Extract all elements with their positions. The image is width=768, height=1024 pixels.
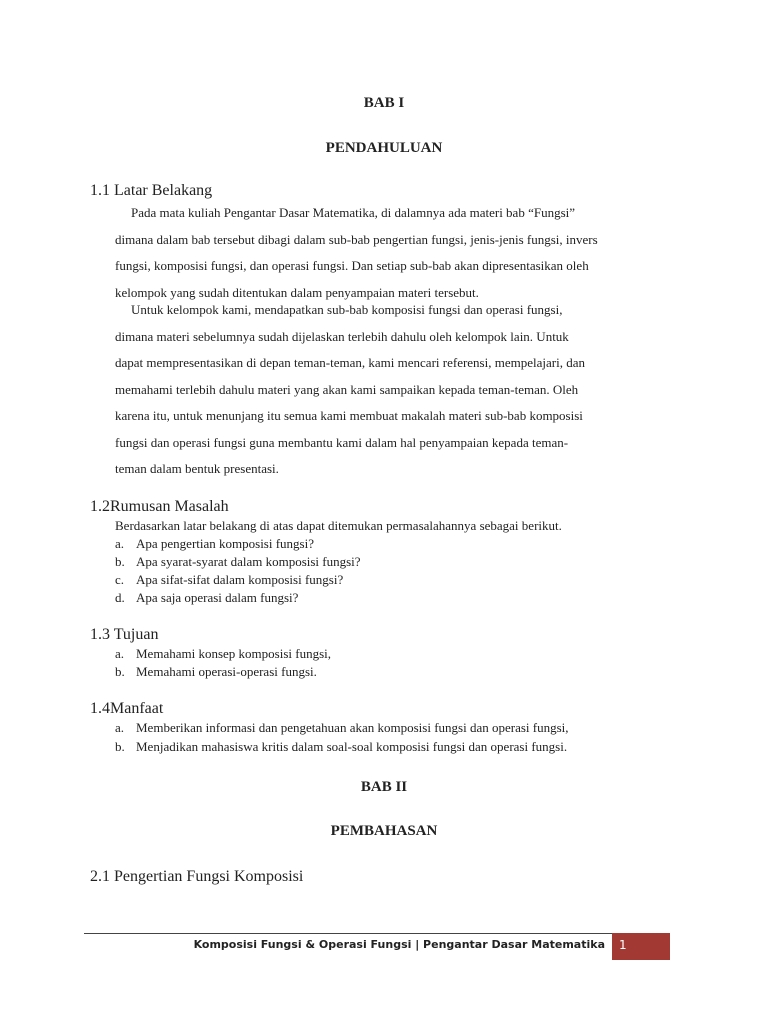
chapter-subtitle: PENDAHULUAN (325, 140, 443, 156)
chapter-title: BAB I (363, 95, 405, 111)
list-item: Apa saja operasi dalam fungsi? (136, 590, 299, 605)
paragraph-line: fungsi, komposisi fungsi, dan operasi fungsi. Dan setiap sub-bab akan dipresentasikan oleh (115, 258, 589, 273)
paragraph-line: dimana dalam bab tersebut dibagi dalam sub-bab pengertian fungsi, jenis-jenis fungsi, invers (115, 232, 598, 247)
list-item: Memahami operasi-operasi fungsi. (136, 664, 317, 679)
section-heading-1-1: 1.1 Latar Belakang (90, 182, 213, 199)
paragraph-line: kelompok yang sudah ditentukan dalam penyampaian materi tersebut. (115, 285, 479, 300)
paragraph-line: karena itu, untuk menunjang itu semua kami membuat makalah materi sub-bab komposisi (115, 408, 583, 423)
list-item: Apa sifat-sifat dalam komposisi fungsi? (136, 572, 344, 587)
section-heading-1-3: 1.3 Tujuan (90, 626, 159, 643)
page-number: 1 (619, 938, 627, 952)
list-marker: a. (115, 646, 125, 661)
footer-rule (84, 933, 612, 934)
list-marker: a. (115, 720, 125, 735)
list-marker: c. (115, 572, 125, 587)
paragraph-line: fungsi dan operasi fungsi guna membantu kami dalam hal penyampaian kepada teman- (115, 435, 569, 450)
paragraph-line: Untuk kelompok kami, mendapatkan sub-bab komposisi fungsi dan operasi fungsi, (131, 302, 563, 317)
list-marker: a. (115, 536, 125, 551)
paragraph-line: dapat mempresentasikan di depan teman-teman, kami mencari referensi, mempelajari, dan (115, 355, 585, 370)
footer-title: Komposisi Fungsi & Operasi Fungsi | Pengantar Dasar Matematika (193, 938, 605, 951)
list-marker: b. (115, 554, 125, 569)
list-item: Apa syarat-syarat dalam komposisi fungsi? (136, 554, 361, 569)
list-marker: b. (115, 664, 125, 679)
list-item: Apa pengertian komposisi fungsi? (136, 536, 314, 551)
list-marker: d. (115, 590, 125, 605)
section-heading-1-2: 1.2Rumusan Masalah (90, 498, 229, 515)
list-marker: b. (115, 739, 125, 754)
section-heading-1-4: 1.4Manfaat (90, 700, 164, 717)
list-item: Memberikan informasi dan pengetahuan akan komposisi fungsi dan operasi fungsi, (136, 720, 569, 735)
list-item: Menjadikan mahasiswa kritis dalam soal-soal komposisi fungsi dan operasi fungsi. (136, 739, 568, 754)
chapter-subtitle: PEMBAHASAN (330, 823, 438, 839)
paragraph-line: memahami terlebih dahulu materi yang akan kami sampaikan kepada teman-teman. Oleh (115, 382, 579, 397)
paragraph-line: Pada mata kuliah Pengantar Dasar Matematika, di dalamnya ada materi bab “Fungsi” (131, 205, 576, 220)
chapter-title: BAB II (360, 779, 408, 795)
intro-text: Berdasarkan latar belakang di atas dapat ditemukan permasalahannya sebagai berikut. (115, 518, 562, 533)
section-heading-2-1: 2.1 Pengertian Fungsi Komposisi (90, 868, 304, 885)
paragraph-line: teman dalam bentuk presentasi. (115, 461, 279, 476)
list-item: Memahami konsep komposisi fungsi, (136, 646, 331, 661)
paragraph-line: dimana materi sebelumnya sudah dijelaskan terlebih dahulu oleh kelompok lain. Untuk (115, 329, 569, 344)
